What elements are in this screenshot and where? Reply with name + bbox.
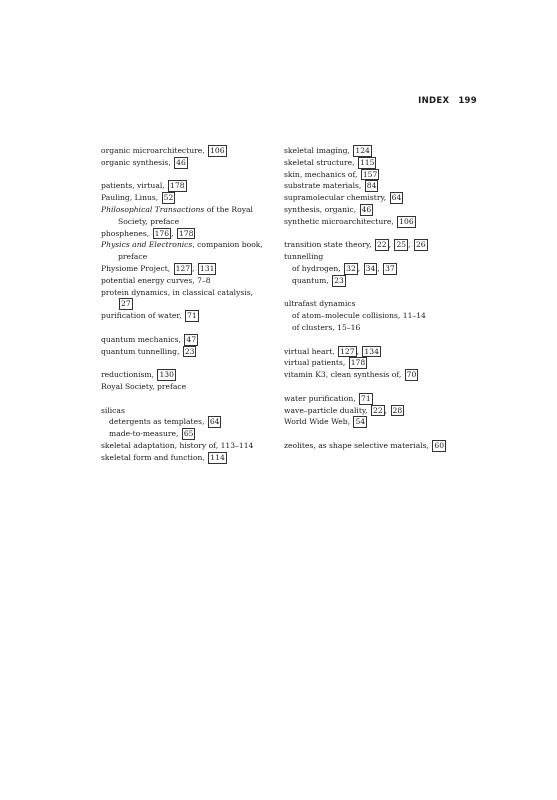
page-link[interactable]: 46: [176, 157, 186, 167]
entry-text: wave–particle duality,: [284, 405, 370, 415]
index-entry: [101, 346, 277, 358]
index-entry: [101, 145, 277, 157]
entry-text: transition state theory,: [284, 240, 374, 250]
entry-text: Physics and Electronics: [101, 240, 193, 250]
page-link[interactable]: 32: [346, 263, 356, 273]
entry-text: ,: [384, 405, 390, 415]
index-entry: [101, 287, 277, 299]
page-link[interactable]: 134: [364, 346, 379, 356]
page-link[interactable]: 34: [365, 263, 376, 273]
page-link[interactable]: 178: [178, 228, 194, 238]
entry-text: tunnelling: [284, 252, 324, 262]
index-entry: [101, 180, 277, 192]
page-link[interactable]: 22: [376, 240, 387, 250]
index-entry: [101, 381, 277, 393]
entry-text: , companion book,: [192, 240, 263, 250]
page-link[interactable]: 71: [361, 393, 371, 403]
page-link[interactable]: 127: [340, 346, 355, 356]
entry-text: Pauling, Linus,: [101, 193, 161, 203]
index-entry: [101, 239, 277, 251]
index-entry: [284, 180, 480, 192]
index-entry: [284, 192, 480, 204]
entry-text: ,: [377, 263, 383, 273]
page-link[interactable]: 178: [350, 358, 366, 368]
index-entry: [284, 239, 480, 251]
page-link[interactable]: 23: [184, 346, 195, 356]
entry-text: synthetic microarchitecture,: [284, 216, 397, 226]
index-entry: [101, 216, 277, 228]
index-subentry: [284, 310, 480, 322]
entry-text: ,: [408, 240, 413, 250]
page-link[interactable]: 176: [154, 228, 170, 238]
page-number: 199: [458, 96, 477, 106]
page-link[interactable]: 178: [170, 181, 185, 191]
page-link[interactable]: 106: [210, 146, 225, 155]
entry-text: vitamin K3, clean synthesis of,: [284, 370, 404, 380]
entry-text: virtual patients,: [284, 358, 348, 368]
entry-text: skeletal imaging,: [284, 146, 353, 155]
entry-text: silicas: [101, 405, 125, 415]
running-head-title: INDEX: [418, 96, 450, 106]
entry-text: of hydrogen,: [292, 263, 344, 273]
page-link[interactable]: 64: [209, 417, 220, 427]
page-link[interactable]: 47: [186, 334, 197, 344]
page-link[interactable]: 52: [163, 193, 174, 203]
index-entry: [284, 440, 480, 452]
entry-text: preface: [118, 252, 148, 262]
index-entry: [101, 192, 277, 204]
index-column-right: [284, 145, 480, 452]
index-entry: [101, 251, 277, 263]
entry-text: Physiome Project,: [101, 263, 173, 273]
index-entry: [284, 204, 480, 216]
entry-text: of atom–molecule collisions, 11–14: [292, 311, 426, 321]
page-link[interactable]: 70: [406, 370, 417, 380]
index-entry: [101, 369, 277, 381]
index-entry: [101, 405, 277, 417]
index-subentry: [101, 428, 277, 440]
page-link[interactable]: 84: [366, 181, 377, 191]
page-link[interactable]: 106: [399, 216, 414, 226]
index-entry: [284, 298, 480, 310]
page-link[interactable]: 28: [392, 405, 403, 415]
page-link[interactable]: 23: [334, 275, 344, 285]
page-link[interactable]: 60: [434, 440, 445, 450]
index-entry: [284, 251, 480, 263]
entry-text: zeolites, as shape selective materials,: [284, 440, 432, 450]
index-entry: [101, 452, 277, 464]
entry-text: World Wide Web,: [284, 417, 353, 427]
index-entry: [101, 263, 277, 275]
index-entry: [101, 298, 277, 310]
page-link[interactable]: 22: [373, 405, 383, 415]
index-subentry: [101, 416, 277, 428]
page-link[interactable]: 26: [415, 240, 426, 250]
page-link[interactable]: 127: [175, 263, 191, 273]
entry-text: supramolecular chemistry,: [284, 193, 389, 203]
index-subentry: [284, 275, 480, 287]
page-link[interactable]: 27: [121, 299, 131, 309]
entry-text: ,: [171, 228, 176, 238]
index-entry: [101, 440, 277, 452]
entry-text: synthesis, organic,: [284, 204, 359, 214]
entry-text: ,: [388, 240, 394, 250]
index-entry: [284, 169, 480, 181]
index-entry: [284, 357, 480, 369]
entry-text: skeletal structure,: [284, 157, 357, 167]
entry-text: substrate materials,: [284, 181, 364, 191]
entry-text: quantum mechanics,: [101, 334, 184, 344]
index-column-left: [101, 145, 277, 464]
entry-text: potential energy curves, 7–8: [101, 275, 211, 285]
index-entry: [284, 369, 480, 381]
entry-text: skin, mechanics of,: [284, 169, 360, 179]
entry-text: Royal Society, preface: [101, 381, 187, 391]
index-entry: [284, 346, 480, 358]
entry-text: ,: [357, 263, 363, 273]
entry-text: purification of water,: [101, 311, 185, 321]
index-subentry: [284, 263, 480, 275]
page-link[interactable]: 157: [362, 169, 378, 179]
entry-text: made-to-measure,: [109, 429, 181, 439]
entry-text: protein dynamics, in classical catalysis,: [101, 287, 254, 297]
page-link[interactable]: 115: [359, 157, 375, 167]
page-link[interactable]: 64: [391, 193, 402, 203]
page-link[interactable]: 130: [159, 370, 174, 380]
index-entry: [284, 157, 480, 169]
page-link[interactable]: 46: [361, 204, 372, 214]
entry-text: virtual heart,: [284, 346, 338, 356]
index-entry: [284, 393, 480, 405]
entry-text: detergents as templates,: [109, 417, 207, 427]
entry-text: patients, virtual,: [101, 181, 168, 191]
index-entry: [101, 275, 277, 287]
page-link[interactable]: 71: [187, 311, 197, 321]
entry-text: ultrafast dynamics: [284, 299, 356, 309]
index-entry: [101, 334, 277, 346]
entry-text: quantum,: [292, 275, 332, 285]
entry-text: reductionism,: [101, 370, 157, 380]
entry-text: quantum tunnelling,: [101, 346, 182, 356]
page-link[interactable]: 25: [396, 240, 407, 250]
entry-text: ,: [356, 346, 362, 356]
page-link[interactable]: 54: [355, 417, 366, 427]
entry-text: Philosophical Transactions: [101, 204, 205, 214]
page-link[interactable]: 114: [210, 452, 225, 462]
index-entry: [284, 145, 480, 157]
entry-text: skeletal adaptation, history of, 113–114: [101, 440, 254, 450]
entry-text: Society, preface: [118, 216, 180, 226]
entry-text: skeletal form and function,: [101, 452, 208, 462]
index-entry: [101, 310, 277, 322]
entry-text: of the Royal: [204, 204, 253, 214]
index-entry: [284, 216, 480, 228]
running-head: [418, 96, 477, 106]
entry-text: organic synthesis,: [101, 157, 174, 167]
page-link[interactable]: 37: [385, 263, 395, 273]
page-link[interactable]: 124: [355, 146, 370, 155]
entry-text: of clusters, 15–16: [292, 322, 361, 332]
entry-text: organic microarchitecture,: [101, 146, 208, 155]
entry-text: ,: [192, 263, 197, 273]
entry-text: water purification,: [284, 393, 359, 403]
index-entry: [284, 405, 480, 417]
entry-text: phosphenes,: [101, 228, 152, 238]
page-link[interactable]: 65: [183, 429, 194, 439]
index-subentry: [284, 322, 480, 334]
page-link[interactable]: 131: [199, 263, 215, 273]
index-entry: [101, 228, 277, 240]
index-entry: [101, 157, 277, 169]
index-entry: [101, 204, 277, 216]
index-entry: [284, 416, 480, 428]
